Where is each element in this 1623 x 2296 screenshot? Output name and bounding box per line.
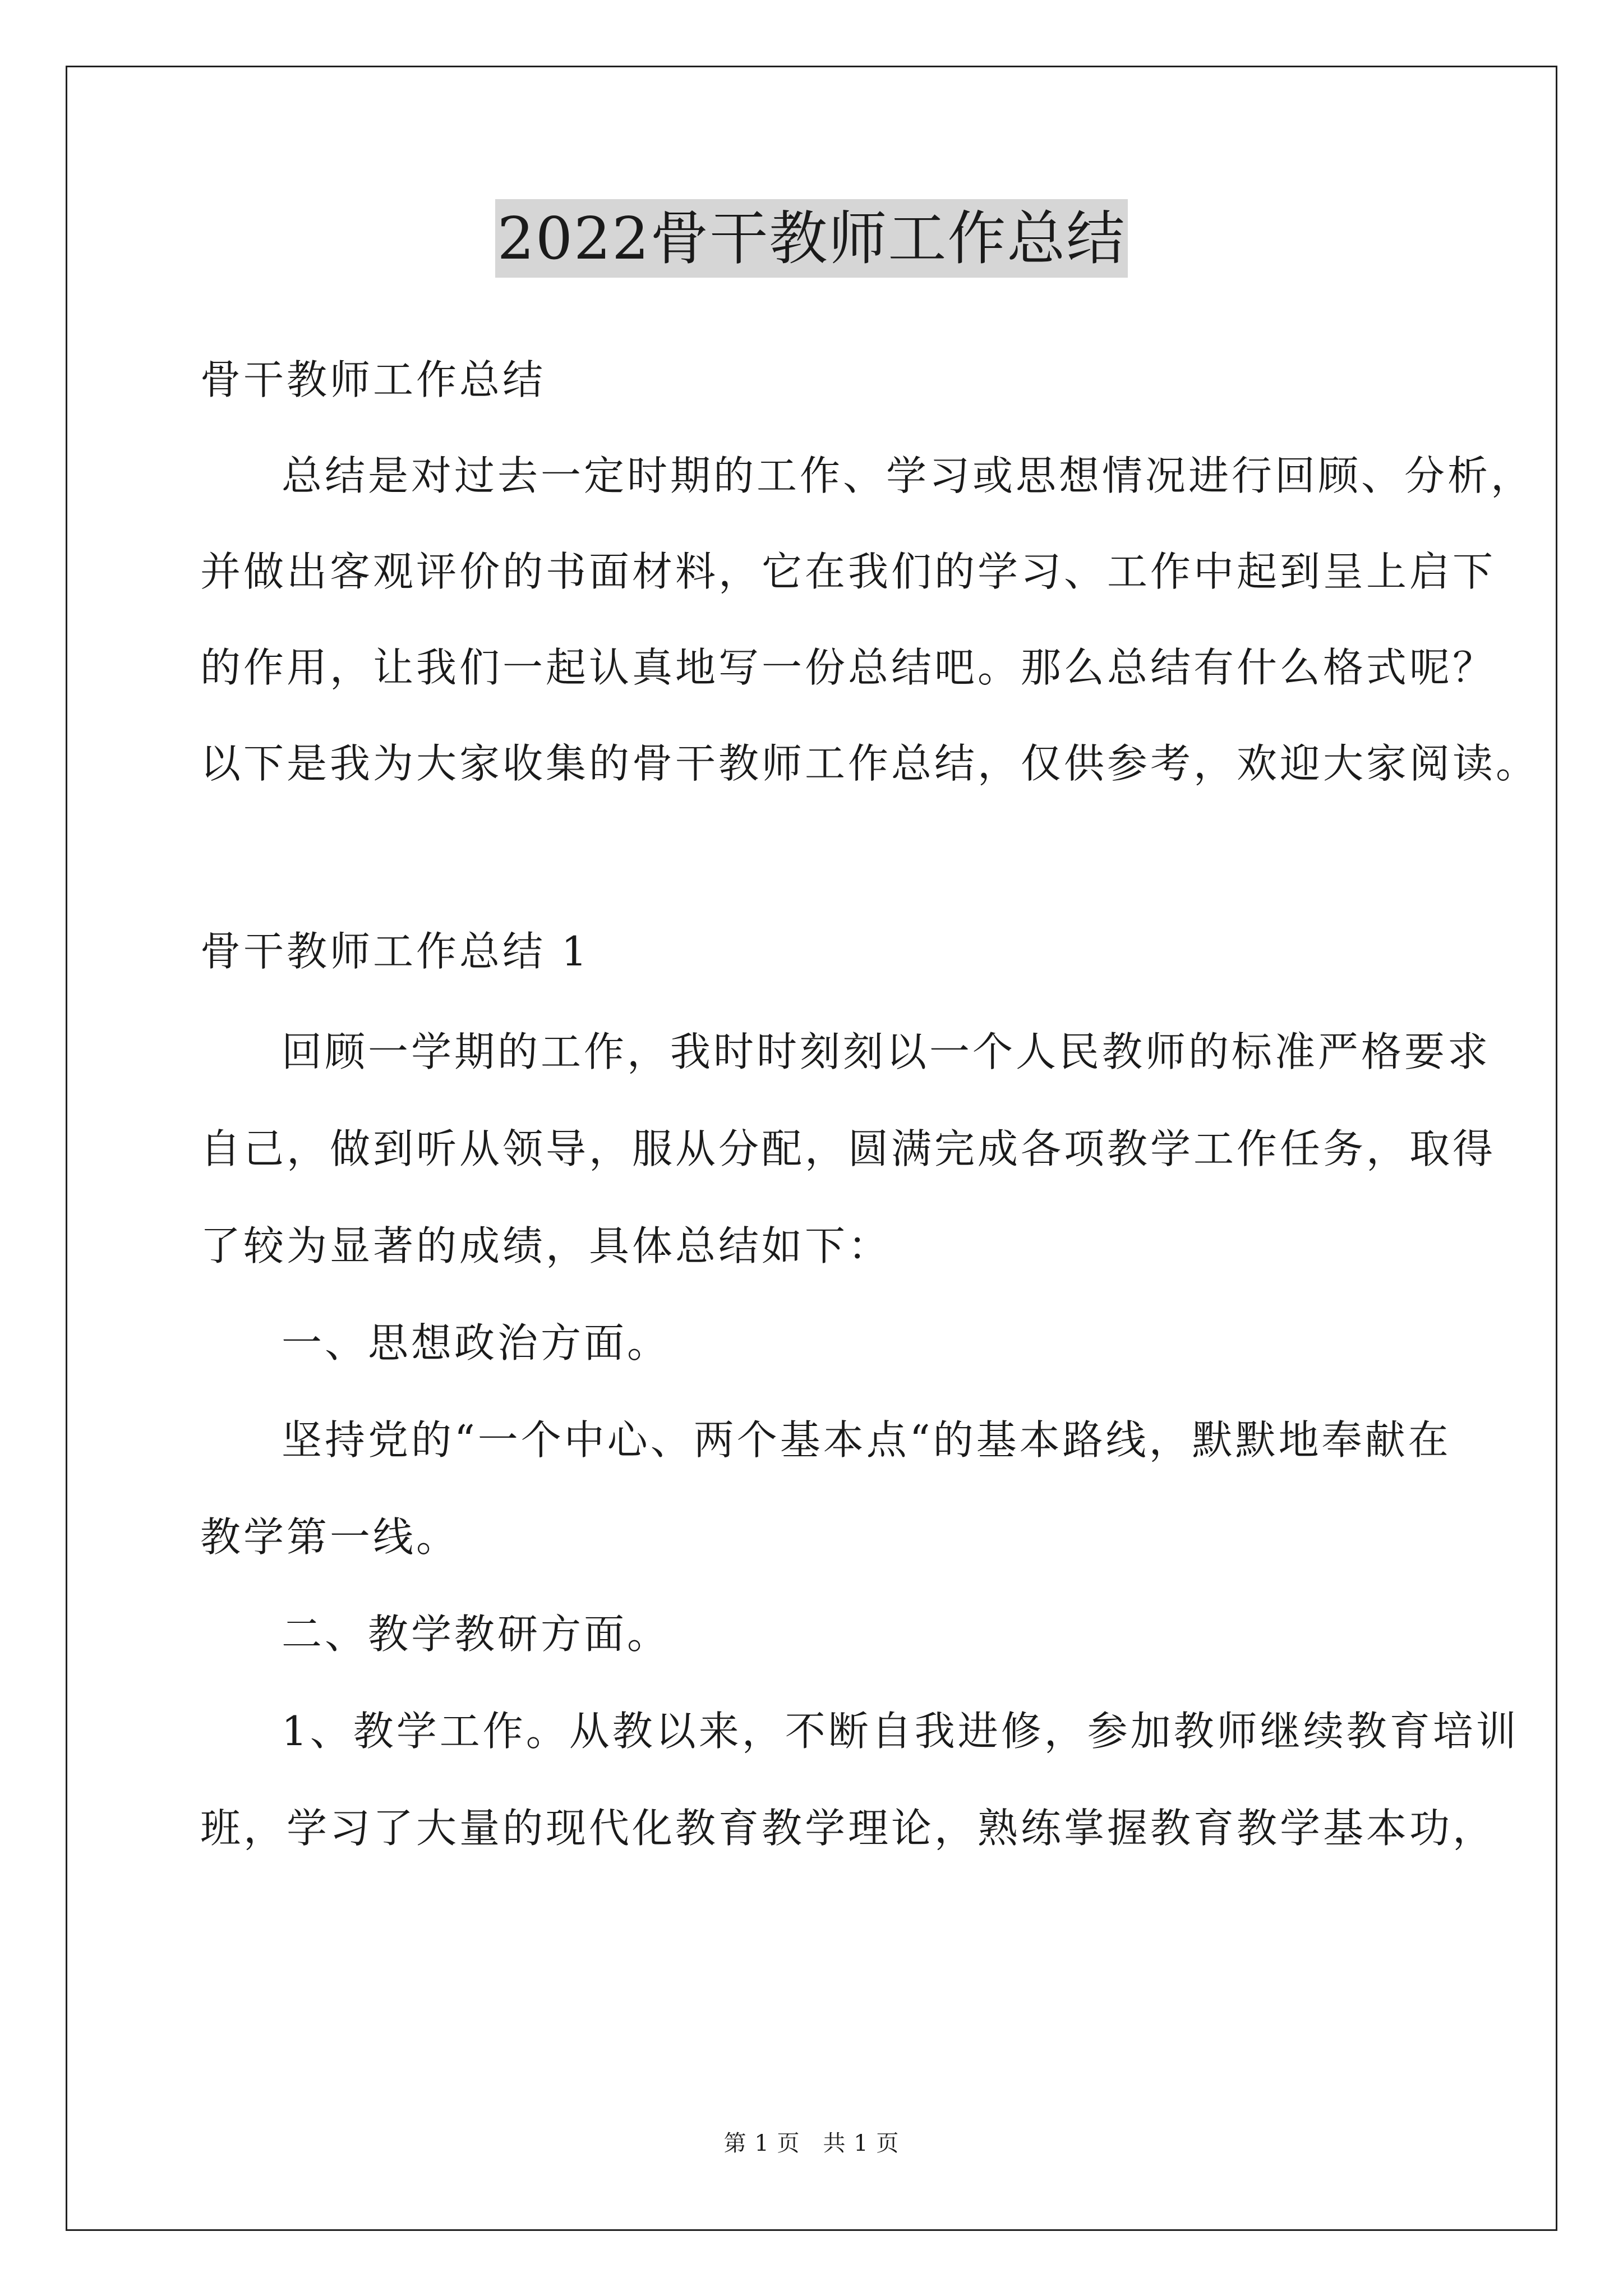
subtitle-line: 骨干教师工作总结 [200, 356, 546, 403]
section-heading: 骨干教师工作总结 1 [200, 928, 590, 975]
paragraph-line: 一、思想政治方面。 [282, 1319, 671, 1366]
paragraph-line: 教学第一线。 [200, 1513, 460, 1561]
paragraph-line: 了较为显著的成绩，具体总结如下： [200, 1222, 892, 1269]
paragraph-line: 二、教学教研方面。 [282, 1611, 671, 1658]
paragraph-line: 回顾一学期的工作，我时时刻刻以一个人民教师的标准严格要求 [282, 1028, 1491, 1075]
title-container [0, 199, 1623, 278]
paragraph-line: 自己，做到听从领导，服从分配，圆满完成各项教学工作任务，取得 [200, 1125, 1496, 1172]
page-footer: 第 1 页 共 1 页 [723, 2131, 900, 2156]
paragraph-line: 1、教学工作。从教以来，不断自我进修，参加教师继续教育培训 [282, 1708, 1519, 1755]
document-title: 2022骨干教师工作总结 [495, 199, 1128, 278]
paragraph-line: 坚持党的“一个中心、两个基本点“的基本路线，默默地奉献在 [282, 1416, 1451, 1464]
paragraph-line: 班，学习了大量的现代化教育教学理论，熟练掌握教育教学基本功， [200, 1805, 1496, 1852]
paragraph-line: 以下是我为大家收集的骨干教师工作总结，仅供参考，欢迎大家阅读。 [200, 740, 1539, 787]
paragraph-line: 并做出客观评价的书面材料，它在我们的学习、工作中起到呈上启下 [200, 548, 1496, 595]
paragraph-line: 总结是对过去一定时期的工作、学习或思想情况进行回顾、分析， [282, 452, 1534, 499]
paragraph-line: 的作用，让我们一起认真地写一份总结吧。那么总结有什么格式呢？ [200, 644, 1496, 691]
